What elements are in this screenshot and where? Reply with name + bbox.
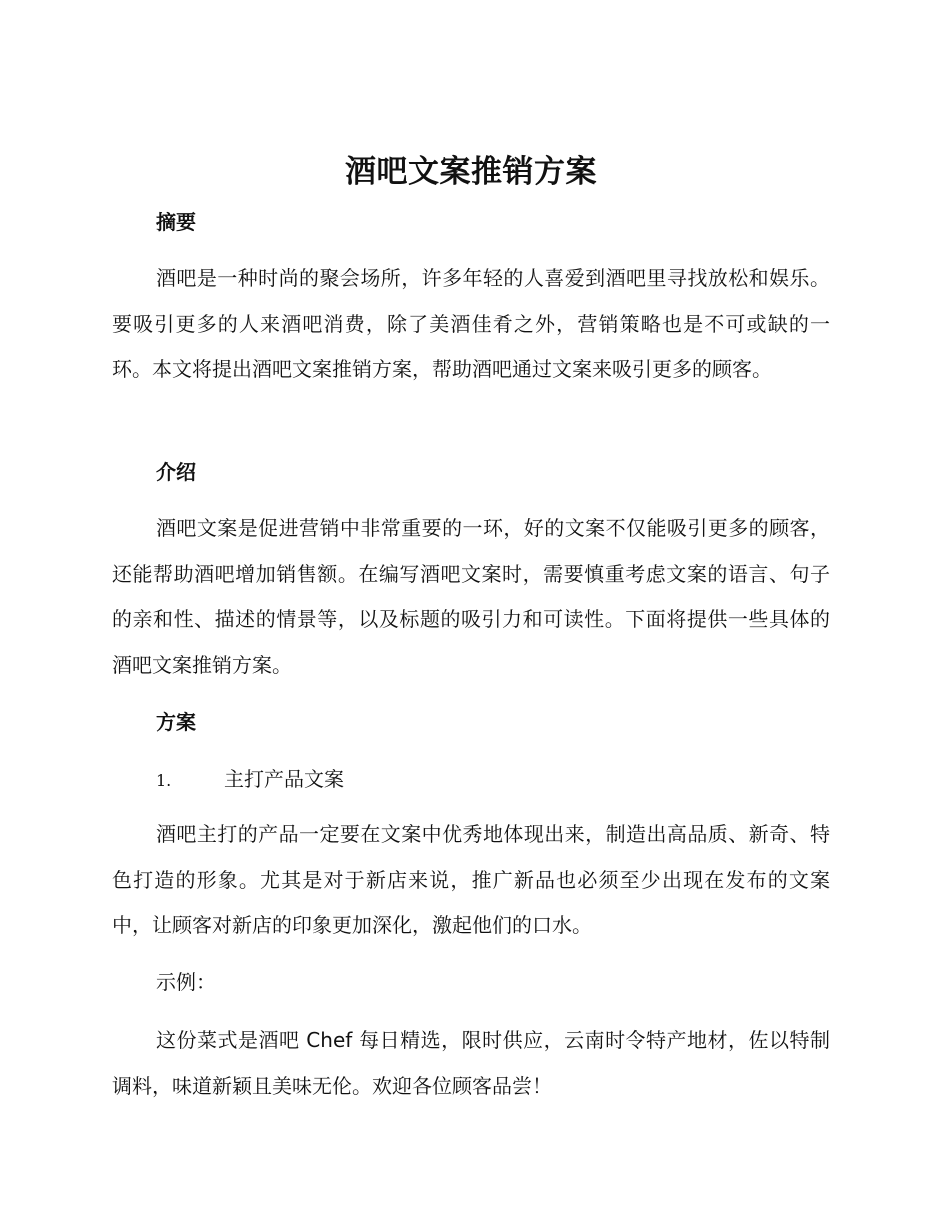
example-text: 这份菜式是酒吧 Chef 每日精选，限时供应，云南时令特产地材，佐以特制调料，味道新颖且美味无伦。欢迎各位顾客品尝！ [112,1028,830,1098]
example-label: 示例： [156,970,216,994]
abstract-paragraph: 酒吧是一种时尚的聚会场所，许多年轻的人喜爱到酒吧里寻找放松和娱乐。要吸引更多的人来酒吧消费，除了美酒佳肴之外，营销策略也是不可或缺的一环。本文将提出酒吧文案推销方案，帮助酒吧通过文案来吸引更多的顾客。 [112,266,830,381]
abstract-heading: 摘要 [156,210,196,234]
intro-paragraph: 酒吧文案是促进营销中非常重要的一环，好的文案不仅能吸引更多的顾客，还能帮助酒吧增加销售额。在编写酒吧文案时，需要慎重考虑文案的语言、句子的亲和性、描述的情景等，以及标题的吸引力和可读性。下面将提供一些具体的酒吧文案推销方案。 [112,516,830,677]
intro-heading: 介绍 [156,460,196,484]
list-item-title: 主打产品文案 [224,767,344,791]
plan-item-1-paragraph: 酒吧主打的产品一定要在文案中优秀地体现出来，制造出高品质、新奇、特色打造的形象。尤其是对于新店来说，推广新品也必须至少出现在发布的文案中，让顾客对新店的印象更加深化，激起他们的口水。 [112,822,830,937]
plan-heading: 方案 [156,710,196,734]
plan-list-item-1 [156,765,344,795]
document-title: 酒吧文案推销方案 [345,154,597,190]
list-number: 1. [156,771,172,790]
